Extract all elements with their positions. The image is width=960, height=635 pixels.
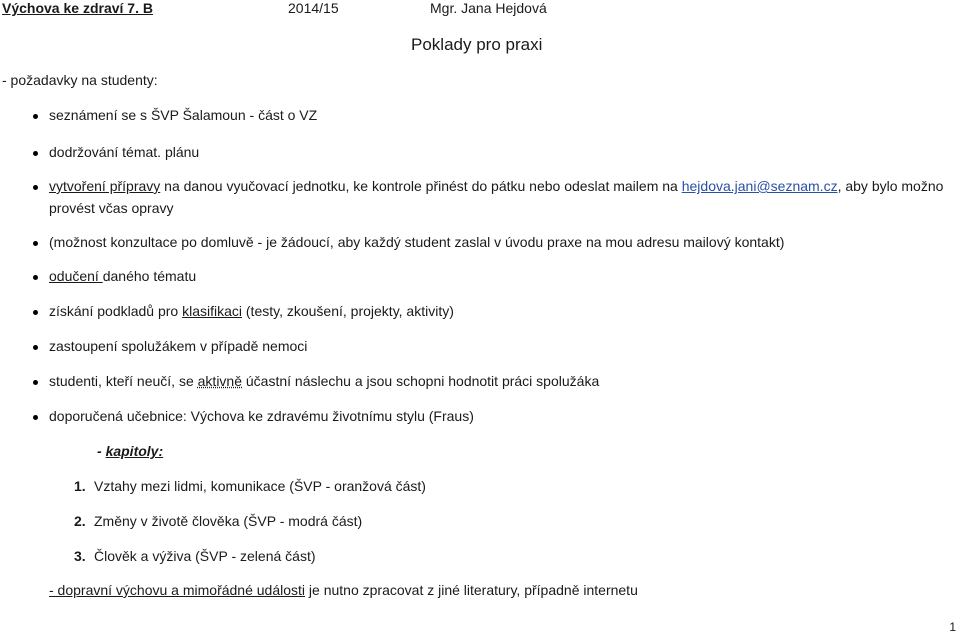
grading-text: klasifikaci — [182, 303, 242, 319]
list-item: zastoupení spolužákem v případě nemoci — [49, 338, 308, 354]
students-suffix: účastní náslechu a jsou schopni hodnotit práci spolužáka — [242, 373, 600, 389]
header-subject: Výchova ke zdraví 7. B — [2, 0, 153, 16]
chapter-item — [74, 513, 362, 529]
chapter-title: Změny v životě člověka (ŠVP - modrá část) — [94, 513, 363, 529]
list-item — [49, 373, 599, 389]
chapters-text: kapitoly: — [105, 443, 164, 459]
topic-text: daného tématu — [102, 268, 197, 284]
list-item: seznámení se s ŠVP Šalamoun - část o VZ — [49, 107, 318, 123]
chapter-number: 2. — [74, 513, 86, 529]
page-title: Poklady pro praxi — [411, 35, 543, 54]
bullet-dot — [33, 345, 38, 350]
chapter-item — [74, 478, 426, 494]
chapters-label — [97, 443, 163, 459]
chapter-number: 3. — [74, 548, 86, 564]
preparation-desc: na danou vyučovací jednotku, ke kontrole přinést do pátku nebo odeslat mailem na — [160, 178, 682, 194]
list-item: dodržování témat. plánu — [49, 144, 200, 160]
header-teacher: Mgr. Jana Hejdová — [430, 0, 547, 16]
bullet-dot — [33, 275, 38, 280]
grading-prefix: získání podkladů pro — [49, 303, 183, 319]
actively-text: aktivně — [197, 373, 242, 389]
page-number: 1 — [949, 620, 956, 634]
grading-suffix: (testy, zkoušení, projekty, aktivity) — [242, 303, 454, 319]
footer-rest: je nutno zpracovat z jiné literatury, případně internetu — [305, 582, 638, 598]
footer-underlined: - dopravní výchovu a mimořádné události — [49, 582, 306, 598]
list-item: (možnost konzultace po domluvě - je žádoucí, aby každý student zaslal v úvodu praxe na mou adresu mailový kontakt) — [49, 234, 785, 250]
requirements-label: - požadavky na studenty: — [2, 72, 158, 88]
bullet-dot — [33, 114, 38, 119]
list-item: doporučená učebnice: Výchova ke zdravému životnímu stylu (Fraus) — [49, 408, 474, 424]
bullet-dot — [33, 415, 38, 420]
chapter-item — [74, 548, 316, 564]
list-item-continuation: provést včas opravy — [49, 200, 174, 216]
bullet-dot — [33, 151, 38, 156]
bullet-dot — [33, 185, 38, 190]
list-item — [49, 268, 196, 284]
preparation-tail: , aby bylo možno — [837, 178, 944, 194]
preparation-text: vytvoření přípravy — [49, 178, 161, 194]
footer-note — [49, 582, 638, 598]
bullet-dot — [33, 241, 38, 246]
chapter-title: Člověk a výživa (ŠVP - zelená část) — [94, 548, 316, 564]
email-link[interactable]: hejdova.jani@seznam.cz — [681, 178, 838, 194]
chapter-number: 1. — [74, 478, 86, 494]
list-item — [49, 178, 943, 194]
bullet-dot — [33, 310, 38, 315]
header-year: 2014/15 — [288, 0, 339, 16]
chapters-prefix: - — [97, 443, 106, 459]
bullet-dot — [33, 380, 38, 385]
chapter-title: Vztahy mezi lidmi, komunikace (ŠVP - oranžová část) — [94, 478, 426, 494]
list-item — [49, 303, 454, 319]
teaching-text: odučení — [49, 268, 103, 284]
students-prefix: studenti, kteří neučí, se — [49, 373, 198, 389]
